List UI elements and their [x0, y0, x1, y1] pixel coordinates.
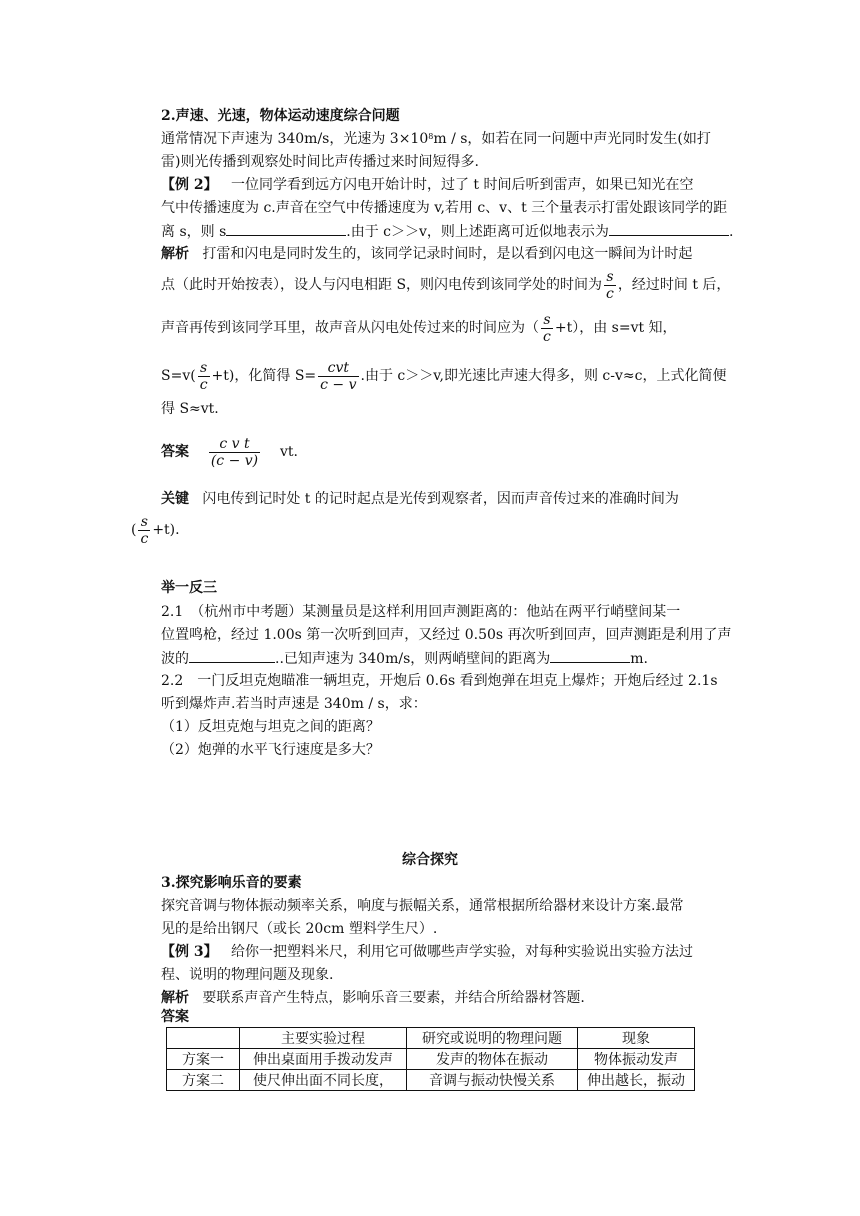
analysis-line-2 — [161, 268, 730, 302]
intro-text: 通常情况下声速为 340m/s，光速为 3×10 — [161, 131, 429, 147]
fraction-denominator: c − v — [320, 376, 357, 393]
practice-text-b: ..已知声速为 340m/s，则两峭壁间的距离为 — [275, 651, 551, 667]
section-2-intro-line-1 — [161, 129, 711, 149]
answer-blank-3[interactable] — [189, 648, 275, 663]
table-header-cell: 研究或说明的物理问题 — [407, 1028, 578, 1049]
table-row — [167, 1049, 695, 1070]
example-2-line-1 — [161, 175, 694, 195]
practice-2-2-line-1: 2.2 一门反坦克炮瞄准一辆坦克，开炮后 0.6s 看到炮弹在坦克上爆炸；开炮后经过 2.1s — [161, 673, 718, 689]
key-text: 闪电传到记时处 t 的记时起点是光传到观察者，因而声音传过来的准确时间为 — [202, 491, 679, 507]
example-2-text: 一位同学看到远方闪电开始计时，过了 t 时间后听到雷声，如果已知光在空 — [230, 177, 694, 193]
analysis-text-b: +t)，化简得 S= — [211, 368, 317, 384]
answer-blank-2[interactable] — [609, 221, 729, 236]
fraction-numerator: s — [606, 268, 614, 285]
fraction-denominator: c — [606, 285, 614, 302]
analysis-3-text: 要联系声音产生特点，影响乐音三要素，并结合所给器材答题. — [202, 990, 585, 1006]
analysis-line-4 — [161, 359, 726, 393]
fraction-s-over-c — [138, 514, 150, 547]
analysis-text: 打雷和闪电是同时发生的，该同学记录时间时，是以看到闪电这一瞬间为计时起 — [202, 246, 693, 262]
table-header-row — [167, 1028, 695, 1049]
table-cell: 音调与振动快慢关系 — [407, 1070, 578, 1091]
example-2-tag: 【例 2】 — [161, 177, 218, 193]
practice-title: 举一反三 — [161, 580, 217, 596]
fraction-numerator: s — [543, 311, 551, 328]
example-2-line-3 — [161, 221, 733, 242]
practice-2-1-line-1: 2.1 （杭州市中考题）某测量员是这样利用回声测距离的：他站在两平行峭壁间某一 — [161, 604, 681, 620]
analysis-tag: 解析 — [161, 246, 189, 262]
practice-question-2: （2）炮弹的水平飞行速度是多大？ — [161, 742, 380, 758]
analysis-text-b: ，经过时间 t 后， — [617, 277, 731, 293]
fraction-s-over-c — [541, 312, 553, 345]
fraction-denominator: c — [199, 376, 208, 393]
analysis-line-5: 得 S≈vt. — [161, 401, 219, 417]
section-3-title: 3.探究影响乐音的要素 — [161, 875, 302, 891]
answer-3-tag: 答案 — [161, 1009, 189, 1025]
practice-text-c: m. — [630, 651, 648, 667]
table-header-cell — [167, 1028, 240, 1049]
example-3-line-1 — [161, 942, 693, 962]
analysis-text-a: S=v( — [161, 368, 196, 384]
section-3-heading: 综合探究 — [402, 852, 458, 868]
answer-2-line — [161, 433, 298, 471]
answer-2-tag: 答案 — [161, 444, 189, 460]
example-3-text: 给你一把塑料米尺，利用它可做哪些声学实验，对每种实验说出实验方法过 — [230, 944, 693, 960]
fraction-s-over-c — [604, 269, 616, 302]
practice-2-1-line-2: 位置鸣枪，经过 1.00s 第一次听到回声，又经过 0.50s 再次听到回声，回声测距是利用了声 — [161, 627, 732, 643]
table-cell: 方案一 — [167, 1049, 240, 1070]
table-cell: 物体振动发声 — [578, 1049, 695, 1070]
table-cell: 伸出桌面用手拨动发声 — [240, 1049, 407, 1070]
example-2-text-b: .由于 c＞＞v，则上述距离可近似地表示为 — [346, 224, 609, 240]
intro-text-tail: m / s，如若在同一问题中声光同时发生(如打 — [433, 131, 711, 147]
analysis-text-a: 点（此时开始按表），设人与闪电相距 S，则闪电传到该同学处的时间为 — [161, 277, 603, 293]
fraction-denominator: (c − v) — [210, 452, 259, 469]
section-3-line-2: 见的是给出钢尺（或长 20cm 塑料学生尺）. — [161, 921, 438, 937]
table-cell: 发声的物体在振动 — [407, 1049, 578, 1070]
table-row — [167, 1070, 695, 1091]
analysis-line-1 — [161, 244, 692, 264]
fraction-numerator: cvt — [327, 359, 350, 376]
key-text-a: ( — [131, 522, 137, 538]
fraction-numerator: s — [140, 513, 148, 530]
analysis-3-line — [161, 988, 585, 1008]
analysis-line-3 — [161, 311, 677, 345]
practice-2-1-line-3 — [161, 648, 648, 669]
table-cell: 伸出越长，振动 — [578, 1070, 695, 1091]
analysis-text-a: 声音再传到该同学耳里，故声音从闪电处传过来的时间应为（ — [161, 320, 539, 336]
analysis-text-b: +t），由 s=vt 知， — [554, 320, 677, 336]
fraction-s-over-c — [198, 360, 210, 393]
practice-question-1: （1）反坦克炮与坦克之间的距离？ — [161, 719, 380, 735]
fraction-denominator: c — [140, 530, 149, 547]
fraction-numerator: s — [200, 359, 208, 376]
table-header-cell: 主要实验过程 — [240, 1028, 407, 1049]
table-cell: 使尺伸出面不同长度， — [240, 1070, 407, 1091]
section-3-line-1: 探究音调与物体振动频率关系，响度与振幅关系，通常根据所给器材来设计方案.最常 — [161, 898, 684, 914]
analysis-text-c: .由于 c＞＞v,即光速比声速大得多，则 c-v≈c，上式化简便 — [360, 368, 727, 384]
answer-blank-1[interactable] — [226, 221, 346, 236]
answer-fraction — [209, 436, 260, 469]
key-line-2 — [131, 513, 180, 547]
answer-blank-4[interactable] — [550, 648, 630, 663]
intro-exponent: 8 — [428, 132, 434, 141]
example-2-text-c: . — [728, 224, 734, 240]
example-3-line-2: 程、说明的物理问题及现象. — [161, 967, 334, 983]
analysis-3-tag: 解析 — [161, 990, 189, 1006]
table-cell: 方案二 — [167, 1070, 240, 1091]
section-2-intro-line-2: 雷)则光传播到观察处时间比声传播过来时间短得多. — [161, 154, 479, 170]
table-header-cell: 现象 — [578, 1028, 695, 1049]
key-text-b: +t). — [152, 522, 180, 538]
fraction-numerator: c v t — [219, 435, 250, 452]
key-tag: 关键 — [161, 491, 189, 507]
answer-table — [166, 1027, 695, 1091]
fraction-denominator: c — [543, 328, 551, 345]
answer-2-tail: vt. — [279, 444, 298, 460]
practice-2-2-line-2: 听到爆炸声.若当时声速是 340m / s，求： — [161, 696, 427, 712]
example-3-tag: 【例 3】 — [161, 944, 218, 960]
example-2-line-2: 气中传播速度为 c.声音在空气中传播速度为 v,若用 c、v、t 三个量表示打雷处跟该同学的距 — [161, 200, 728, 216]
fraction-cvt-over-c-minus-v — [318, 360, 358, 393]
key-line-1 — [161, 489, 679, 509]
practice-text-a: 波的 — [161, 651, 189, 667]
example-2-text-a: 离 s，则 s — [161, 224, 227, 240]
section-2-title: 2.声速、光速，物体运动速度综合问题 — [161, 108, 400, 124]
